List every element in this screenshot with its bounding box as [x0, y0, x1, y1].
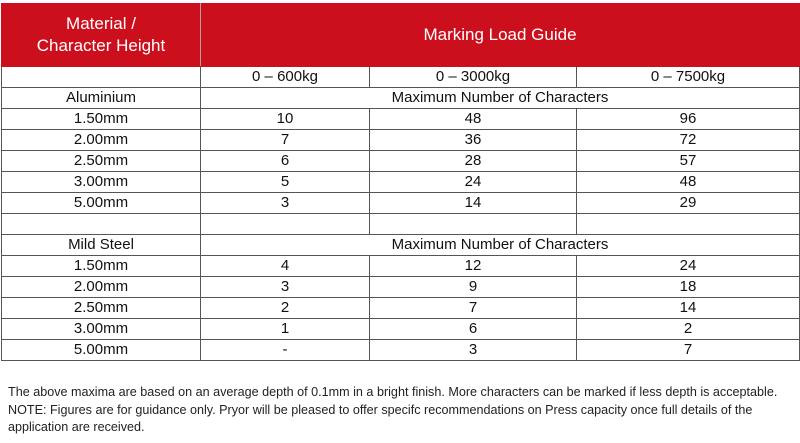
value-cell: 6: [201, 151, 370, 172]
empty-cell: [2, 67, 201, 88]
table-row: [2, 277, 800, 298]
empty-cell: [370, 214, 577, 235]
marking-load-table: [1, 3, 800, 361]
value-cell: 2: [577, 319, 800, 340]
value-cell: 3: [370, 340, 577, 361]
value-cell: 10: [201, 109, 370, 130]
value-cell: 7: [201, 130, 370, 151]
value-cell: 14: [370, 193, 577, 214]
character-height-cell: 2.00mm: [2, 130, 201, 151]
value-cell: 36: [370, 130, 577, 151]
value-cell: 24: [577, 256, 800, 277]
character-height-cell: 1.50mm: [2, 256, 201, 277]
footnote-text: The above maxima are based on an average depth of 0.1mm in a bright finish. More characters can be marked if less depth is acceptable. NOTE: Figures are for guidance only. Pryor will be pleased to offer specifc recommendations on Press capacity once full details of the application are received.: [8, 385, 778, 435]
value-cell: 6: [370, 319, 577, 340]
corner-label-line2: Character Height: [36, 36, 166, 55]
character-height-cell: 3.00mm: [2, 172, 201, 193]
material-label: Aluminium: [2, 88, 201, 109]
character-height-cell: 2.50mm: [2, 298, 201, 319]
empty-cell: [2, 214, 201, 235]
table-row: [2, 151, 800, 172]
load-col-header: 0 – 7500kg: [577, 67, 800, 88]
character-height-cell: 2.50mm: [2, 151, 201, 172]
load-col-header: 0 – 600kg: [201, 67, 370, 88]
value-cell: 48: [370, 109, 577, 130]
corner-label-line1: Material /: [66, 14, 136, 33]
value-cell: 28: [370, 151, 577, 172]
value-cell: 14: [577, 298, 800, 319]
value-cell: 9: [370, 277, 577, 298]
value-cell: 1: [201, 319, 370, 340]
character-height-cell: 2.00mm: [2, 277, 201, 298]
marking-load-guide-title: Marking Load Guide: [201, 4, 800, 67]
character-height-cell: 1.50mm: [2, 109, 201, 130]
table-row: [2, 298, 800, 319]
value-cell: 12: [370, 256, 577, 277]
material-label: Mild Steel: [2, 235, 201, 256]
table-row: [2, 172, 800, 193]
empty-cell: [577, 214, 800, 235]
value-cell: 4: [201, 256, 370, 277]
section-header-row: [2, 235, 800, 256]
value-cell: 7: [577, 340, 800, 361]
material-character-height-header: [2, 4, 201, 67]
value-cell: 29: [577, 193, 800, 214]
empty-cell: [201, 214, 370, 235]
value-cell: -: [201, 340, 370, 361]
value-cell: 57: [577, 151, 800, 172]
value-cell: 7: [370, 298, 577, 319]
value-cell: 3: [201, 277, 370, 298]
table-row: [2, 109, 800, 130]
value-cell: 48: [577, 172, 800, 193]
section-subtitle: Maximum Number of Characters: [201, 235, 800, 256]
value-cell: 5: [201, 172, 370, 193]
load-col-header: 0 – 3000kg: [370, 67, 577, 88]
spacer-row: [2, 214, 800, 235]
value-cell: 24: [370, 172, 577, 193]
table-row: [2, 319, 800, 340]
section-header-row: [2, 88, 800, 109]
character-height-cell: 3.00mm: [2, 319, 201, 340]
table-row: [2, 340, 800, 361]
value-cell: 18: [577, 277, 800, 298]
load-range-row: [2, 67, 800, 88]
value-cell: 72: [577, 130, 800, 151]
table-row: [2, 130, 800, 151]
character-height-cell: 5.00mm: [2, 193, 201, 214]
table-row: [2, 193, 800, 214]
value-cell: 96: [577, 109, 800, 130]
value-cell: 2: [201, 298, 370, 319]
table-header-row: [2, 4, 800, 67]
character-height-cell: 5.00mm: [2, 340, 201, 361]
table-row: [2, 256, 800, 277]
value-cell: 3: [201, 193, 370, 214]
section-subtitle: Maximum Number of Characters: [201, 88, 800, 109]
